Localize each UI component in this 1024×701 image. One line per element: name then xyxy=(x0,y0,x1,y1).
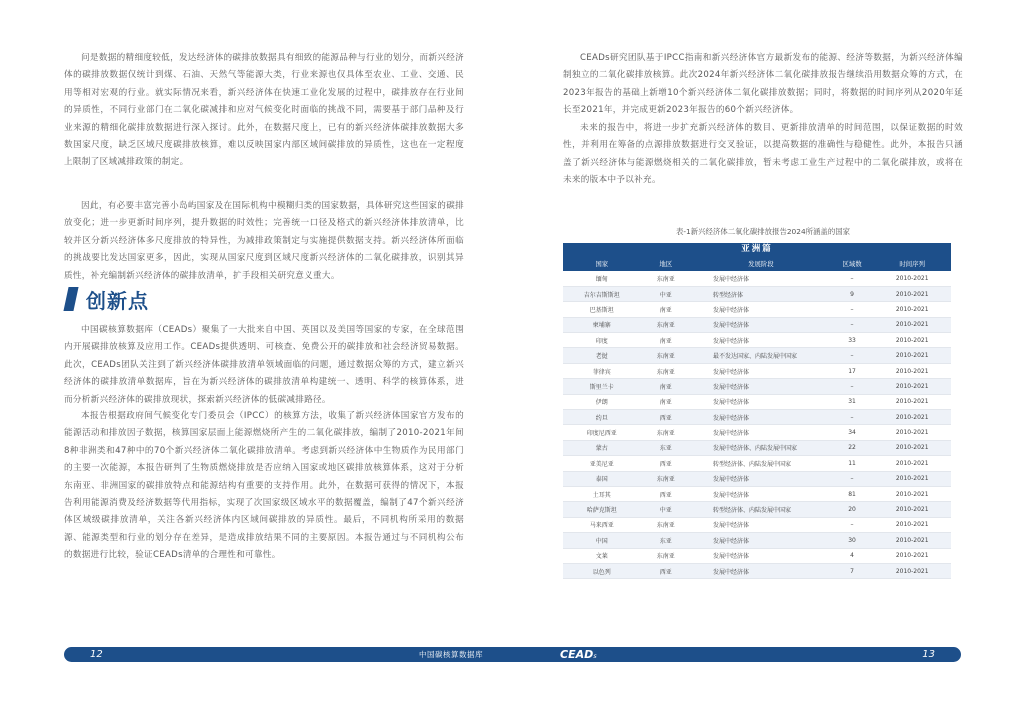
header-stage: 发展阶段 xyxy=(748,260,774,268)
cell-years: 2010-2021 xyxy=(873,486,951,501)
cell-country: 亚美尼亚 xyxy=(563,456,641,471)
table-row xyxy=(563,302,951,317)
table-row xyxy=(563,548,951,563)
cell-stage: 发展中经济体 xyxy=(691,563,831,578)
table-row xyxy=(563,286,951,301)
header-region: 地区 xyxy=(659,260,673,268)
cell-years: 2010-2021 xyxy=(873,471,951,486)
table-row xyxy=(563,394,951,409)
table-row xyxy=(563,410,951,425)
table-row xyxy=(563,517,951,532)
cell-years: 2010-2021 xyxy=(873,286,951,301)
paragraph-methodology: 本报告根据政府间气候变化专门委员会（IPCC）的核算方法，收集了新兴经济体国家官方发布的能源活动和排放因子数据，核算国家层面上能源燃烧所产生的二氧化碳排放，编制了2010-2021年间8种非洲类和47种中的70个新兴经济体二氧化碳排放清单。考虑到新兴经济体中生物质作为民用部门的主要一次能源，本报告研判了生物质燃烧排放是否应纳入国家或地区碳排放核算体系，这对于分析东南亚、非洲国家的碳排放特点和能源结构有重要的支持作用。此外，在数据可获得的情况下，本报告利用能源消费及经济数据等代用指标，实现了次国家级区域水平的数据覆盖，编制了47个新兴经济体区域级碳排放清单，关注各新兴经济体内区域间碳排放的异质性。最后，不同机构所采用的数据源、能源类型和行业的划分存在差异，是造成排放结果不同的主要原因。本报告通过与不同机构公布的数据进行比较，验证CEADs清单的合理性和可靠性。 xyxy=(64,411,464,561)
table-row xyxy=(563,563,951,578)
cell-country: 文莱 xyxy=(563,548,641,563)
cell-stage: 最不发达国家、内陆发展中国家 xyxy=(691,348,831,363)
cell-country: 印度尼西亚 xyxy=(563,425,641,440)
cell-stage: 发展中经济体 xyxy=(691,548,831,563)
paragraph-necessity: 因此，有必要丰富完善小岛屿国家及在国际机构中模糊归类的国家数据，具体研究这些国家的碳排放变化；进一步更新时间序列，提升数据的时效性；完善统一口径及格式的新兴经济体排放清单，比较并区分新兴经济体多尺度排放的特异性，为减排政策制定与实施提供数据支持。新兴经济体所面临的挑战要比发达国家更多，因此，实现从国家尺度到区域尺度新兴经济体的二氧化碳排放，识别其异质性，补充编制新兴经济体的碳排放清单，扩手段相关研究意义重大。 xyxy=(64,201,464,281)
table-row xyxy=(563,363,951,378)
paragraph-ceads-intro: 中国碳核算数据库（CEADs）聚集了一大批来自中国、英国以及美国等国家的专家，在全球范围内开展碳排放核算及应用工作。CEADs提供透明、可核查、免费公开的碳排放和社会经济贸易数据。此次，CEADs团队关注到了新兴经济体碳排放清单领域面临的问题，通过数据众筹的方式，建立新兴经济体的碳排放清单数据库，旨在为新兴经济体的碳排放清单构建统一、透明、科学的核算体系，进而分析新兴经济体的碳排放现状，探索新兴经济体的低碳减排路径。 xyxy=(64,325,464,405)
cell-country: 伊朗 xyxy=(563,394,641,409)
page-number-right: 13 xyxy=(922,649,935,660)
cell-region: 西亚 xyxy=(641,486,691,501)
table-body xyxy=(563,271,951,579)
header-count: 区域数 xyxy=(842,260,862,268)
cell-country: 菲律宾 xyxy=(563,363,641,378)
page-number-left: 12 xyxy=(90,649,103,660)
cell-years: 2010-2021 xyxy=(873,348,951,363)
cell-region: 中亚 xyxy=(641,286,691,301)
logo-text: CEAD xyxy=(560,648,594,661)
cell-years: 2010-2021 xyxy=(873,333,951,348)
cell-count: – xyxy=(831,271,874,286)
cell-country: 以色列 xyxy=(563,563,641,578)
cell-years: 2010-2021 xyxy=(873,271,951,286)
cell-count: – xyxy=(831,517,874,532)
cell-stage: 发展中经济体 xyxy=(691,533,831,548)
cell-region: 东南亚 xyxy=(641,271,691,286)
cell-count: – xyxy=(831,302,874,317)
cell-years: 2010-2021 xyxy=(873,502,951,517)
header-country: 国家 xyxy=(595,260,609,268)
cell-years: 2010-2021 xyxy=(873,363,951,378)
cell-years: 2010-2021 xyxy=(873,394,951,409)
cell-years: 2010-2021 xyxy=(873,517,951,532)
region-banner: 亚洲篇 xyxy=(563,243,951,256)
paragraph-report-scope: CEADs研究团队基于IPCC指南和新兴经济体官方最新发布的能源、经济等数据，为新兴经济体编制独立的二氧化碳排放核算。此次2024年新兴经济体二氧化碳排放报告继续沿用数据众筹的方式，在2023年报告的基础上新增10个新兴经济体二氧化碳排放数据；同时，将数据的时间序列从2020年延长至2021年，并完成更新2023年报告的60个新兴经济体。 xyxy=(563,53,963,116)
cell-stage: 发展中经济体 xyxy=(691,379,831,394)
cell-country: 马来西亚 xyxy=(563,517,641,532)
heading-accent-bar xyxy=(63,287,78,311)
cell-count: 17 xyxy=(831,363,874,378)
cell-count: – xyxy=(831,317,874,332)
cell-count: – xyxy=(831,379,874,394)
cell-region: 南亚 xyxy=(641,394,691,409)
cell-count: 9 xyxy=(831,286,874,301)
cell-country: 斯里兰卡 xyxy=(563,379,641,394)
cell-stage: 发展中经济体 xyxy=(691,425,831,440)
table-header-row xyxy=(563,256,951,271)
cell-years: 2010-2021 xyxy=(873,440,951,455)
table-row xyxy=(563,271,951,286)
cell-years: 2010-2021 xyxy=(873,425,951,440)
cell-country: 蒙古 xyxy=(563,440,641,455)
cell-country: 印度 xyxy=(563,333,641,348)
cell-country: 巴基斯坦 xyxy=(563,302,641,317)
paragraph-future-work: 未来的报告中，将进一步扩充新兴经济体的数目、更新排放清单的时间范围，以保证数据的时效性，并利用在筹备的点源排放数据进行交叉验证，以提高数据的准确性与稳健性。此外，本报告只涵盖了新兴经济体与能源燃烧相关的二氧化碳排放，暂未考虑工业生产过程中的二氧化碳排放，或将在未来的版本中予以补充。 xyxy=(563,123,963,186)
cell-country: 缅甸 xyxy=(563,271,641,286)
cell-country: 老挝 xyxy=(563,348,641,363)
logo-suffix: s xyxy=(593,652,597,660)
cell-region: 东南亚 xyxy=(641,548,691,563)
cell-stage: 发展中经济体 xyxy=(691,486,831,501)
cell-stage: 转型经济体、内陆发展中国家 xyxy=(691,456,831,471)
cell-count: – xyxy=(831,410,874,425)
cell-count: 20 xyxy=(831,502,874,517)
cell-country: 哈萨克斯坦 xyxy=(563,502,641,517)
table-row xyxy=(563,456,951,471)
cell-stage: 发展中经济体 xyxy=(691,517,831,532)
table-caption: 表-1新兴经济体二氧化碳排放报告2024所涵盖的国家 xyxy=(676,227,850,236)
cell-stage: 发展中经济体 xyxy=(691,471,831,486)
cell-country: 约旦 xyxy=(563,410,641,425)
table-row xyxy=(563,440,951,455)
cell-count: 4 xyxy=(831,548,874,563)
table-row xyxy=(563,502,951,517)
cell-years: 2010-2021 xyxy=(873,410,951,425)
cell-count: 22 xyxy=(831,440,874,455)
header-years: 时间序列 xyxy=(899,260,925,268)
cell-count: 31 xyxy=(831,394,874,409)
cell-stage: 发展中经济体 xyxy=(691,271,831,286)
table-row xyxy=(563,486,951,501)
cell-stage: 发展中经济体 xyxy=(691,394,831,409)
cell-stage: 发展中经济体、内陆发展中国家 xyxy=(691,440,831,455)
cell-count: – xyxy=(831,471,874,486)
section-heading xyxy=(66,284,149,314)
cell-region: 南亚 xyxy=(641,379,691,394)
cell-region: 东南亚 xyxy=(641,425,691,440)
paragraph-data-granularity: 问是数据的精细度较低，发达经济体的碳排放数据具有细致的能源品种与行业的划分，而新兴经济体的碳排放数据仅统计到煤、石油、天然气等能源大类，行业来源也仅具体至农业、工业、交通、民用等相对宏观的行业。就实际情况来看，新兴经济体在快速工业化发展的过程中，碳排放存在行业间的异质性，不同行业部门在二氧化碳减排和应对气候变化时面临的挑战不同，需要基于部门品种及行业来源的精细化碳排放数据进行深入探讨。此外，在数据尺度上，已有的新兴经济体碳排放数据大多数国家尺度，缺乏区域尺度碳排放核算，难以反映国家内部区域间碳排放的异质性，这也在一定程度上限制了区域减排政策的制定。 xyxy=(64,53,464,168)
cell-region: 东南亚 xyxy=(641,317,691,332)
cell-region: 西亚 xyxy=(641,410,691,425)
cell-count: – xyxy=(831,348,874,363)
cell-country: 泰国 xyxy=(563,471,641,486)
cell-count: 34 xyxy=(831,425,874,440)
footer-bar xyxy=(64,647,961,662)
cell-years: 2010-2021 xyxy=(873,379,951,394)
cell-count: 7 xyxy=(831,563,874,578)
cell-region: 西亚 xyxy=(641,563,691,578)
cell-stage: 转型经济体 xyxy=(691,286,831,301)
footer-title: 中国碳核算数据库 xyxy=(419,650,483,659)
cell-years: 2010-2021 xyxy=(873,317,951,332)
cell-years: 2010-2021 xyxy=(873,563,951,578)
table-row xyxy=(563,379,951,394)
cell-count: 30 xyxy=(831,533,874,548)
ceads-logo xyxy=(560,647,597,664)
cell-region: 东南亚 xyxy=(641,363,691,378)
cell-count: 33 xyxy=(831,333,874,348)
cell-years: 2010-2021 xyxy=(873,302,951,317)
cell-count: 11 xyxy=(831,456,874,471)
cell-region: 东亚 xyxy=(641,533,691,548)
table-row xyxy=(563,333,951,348)
cell-region: 东南亚 xyxy=(641,517,691,532)
table-row xyxy=(563,348,951,363)
cell-stage: 发展中经济体 xyxy=(691,302,831,317)
cell-country: 土耳其 xyxy=(563,486,641,501)
cell-region: 东南亚 xyxy=(641,348,691,363)
cell-region: 东南亚 xyxy=(641,471,691,486)
cell-country: 中国 xyxy=(563,533,641,548)
cell-stage: 发展中经济体 xyxy=(691,363,831,378)
cell-country: 柬埔寨 xyxy=(563,317,641,332)
cell-stage: 发展中经济体 xyxy=(691,317,831,332)
cell-region: 中亚 xyxy=(641,502,691,517)
cell-region: 南亚 xyxy=(641,302,691,317)
table-row xyxy=(563,533,951,548)
cell-stage: 转型经济体、内陆发展中国家 xyxy=(691,502,831,517)
table-row xyxy=(563,471,951,486)
cell-stage: 发展中经济体 xyxy=(691,333,831,348)
cell-years: 2010-2021 xyxy=(873,533,951,548)
cell-region: 南亚 xyxy=(641,333,691,348)
country-table xyxy=(563,243,951,574)
coverage-table xyxy=(563,256,951,579)
cell-region: 西亚 xyxy=(641,456,691,471)
cell-region: 东亚 xyxy=(641,440,691,455)
table-row xyxy=(563,317,951,332)
cell-stage: 发展中经济体 xyxy=(691,410,831,425)
cell-count: 81 xyxy=(831,486,874,501)
cell-years: 2010-2021 xyxy=(873,456,951,471)
heading-title: 创新点 xyxy=(86,288,149,313)
table-row xyxy=(563,425,951,440)
cell-country: 吉尔吉斯斯坦 xyxy=(563,286,641,301)
cell-years: 2010-2021 xyxy=(873,548,951,563)
